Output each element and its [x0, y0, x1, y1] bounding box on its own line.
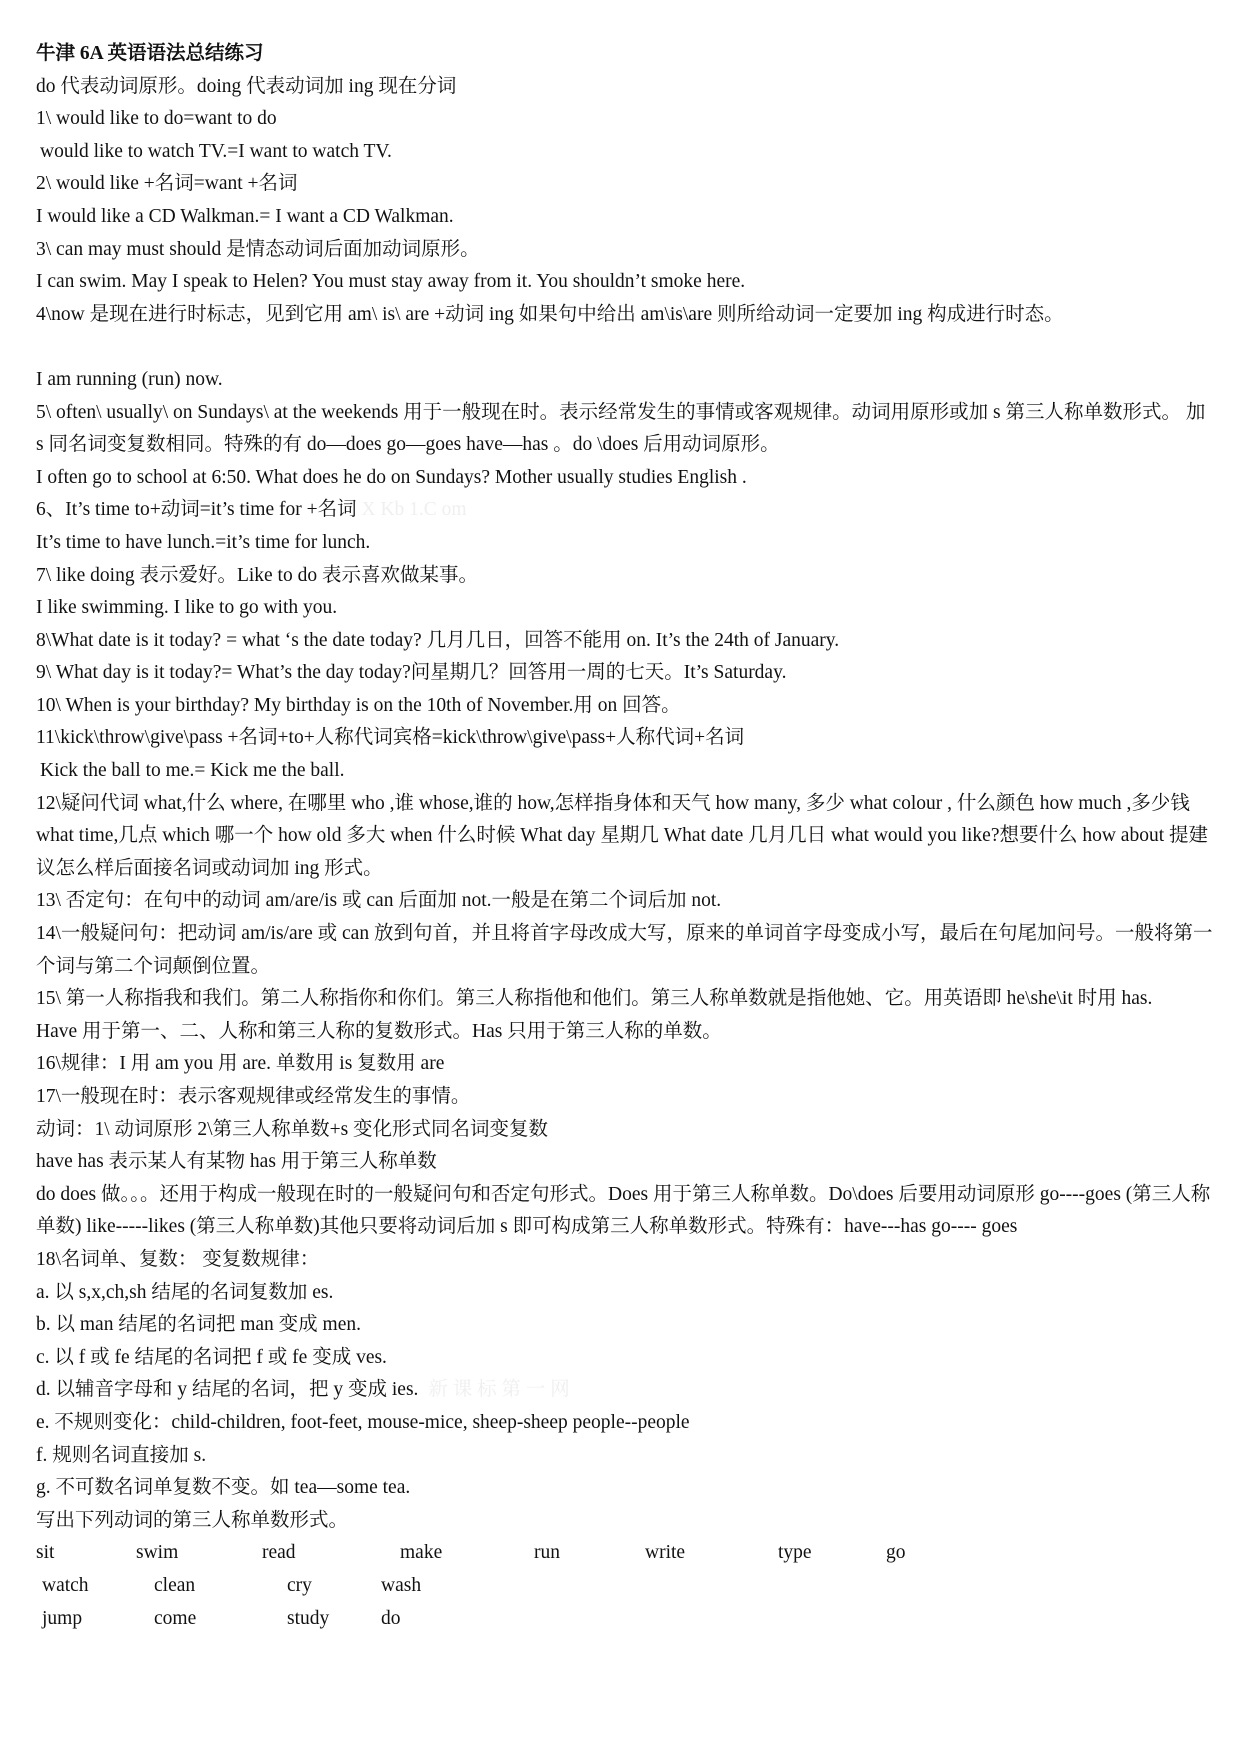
list-item: f. 规则名词直接加 s. — [36, 1444, 207, 1466]
document-title: 牛津 6A 英语语法总结练习 — [36, 43, 264, 64]
exercise-word: cry — [287, 1574, 312, 1596]
text-line: do 代表动词原形。doing 代表动词加 ing 现在分词 — [36, 75, 457, 97]
text-line: would like to watch TV.=I want to watch TV. — [40, 140, 392, 162]
exercise-word: watch — [42, 1574, 89, 1596]
text-line: 11\kick\throw\give\pass +名词+to+人称代词宾格=kick\throw\give\pass+人称代词+名词 — [36, 727, 745, 749]
document-body — [36, 38, 1216, 1635]
text-line: I often go to school at 6:50. What does he do on Sundays? Mother usually studies English . — [36, 466, 747, 488]
list-item: e. 不规则变化：child-children, foot-feet, mouse-mice, sheep-sheep people--people — [36, 1411, 690, 1433]
text-line: 10\ When is your birthday? My birthday is on the 10th of November.用 on 回答。 — [36, 694, 681, 716]
text-line: I can swim. May I speak to Helen? You must stay away from it. You shouldn’t smoke here. — [36, 271, 746, 293]
list-item — [36, 1374, 1216, 1407]
text-line: 17\一般现在时：表示客观规律或经常发生的事情。 — [36, 1086, 471, 1107]
text-paragraph: 12\疑问代词 what,什么 where, 在哪里 who ,谁 whose,谁的 how,怎样指身体和天气 how many, 多少 what colour , 什么颜色 how much ,多少钱 what time,几点 which 哪一个 how old 多大 when 什么时候 What day 星期几 What date 几月几日 what would you like?想要什么 how about 提建议怎么样后面接名词或动词加 ing 形式。 — [36, 792, 1208, 879]
exercise-word: study — [287, 1607, 330, 1629]
exercise-word: type — [778, 1542, 812, 1564]
list-item: b. 以 man 结尾的名词把 man 变成 men. — [36, 1314, 361, 1336]
text-line: 18\名词单、复数： 变复数规律： — [36, 1248, 320, 1270]
text-line: I am running (run) now. — [36, 368, 223, 390]
blank-line — [36, 331, 1216, 364]
text-line — [36, 494, 1216, 527]
list-item: g. 不可数名词单复数不变。如 tea—some tea. — [36, 1477, 411, 1499]
watermark-text: X Kb 1.C om — [361, 499, 467, 521]
exercise-word: read — [262, 1542, 296, 1564]
text-paragraph: do does 做。。。还用于构成一般现在时的一般疑问句和否定句形式。Does 用于第三人称单数。Do\does 后要用动词原形 go----goes (第三人称单数) like-----likes (第三人称单数)其他只要将动词后加 s 即可构成第三人称单数形式。特殊有：have---has go---- goes — [36, 1183, 1211, 1238]
text-line: Kick the ball to me.= Kick me the ball. — [40, 760, 345, 782]
list-item: c. 以 f 或 fe 结尾的名词把 f 或 fe 变成 ves. — [36, 1346, 387, 1368]
text-span: 6、It’s time to+动词=it’s time for +名词 — [36, 499, 357, 521]
exercise-word: go — [886, 1542, 906, 1564]
text-line: 1\ would like to do=want to do — [36, 108, 277, 130]
list-item: a. 以 s,x,ch,sh 结尾的名词复数加 es. — [36, 1281, 334, 1303]
text-line: 动词：1\ 动词原形 2\第三人称单数+s 变化形式同名词变复数 — [36, 1118, 549, 1140]
watermark-text: 新 课 标 第 一 网 — [428, 1379, 570, 1401]
exercise-word: write — [645, 1542, 686, 1564]
text-paragraph: 5\ often\ usually\ on Sundays\ at the weekends 用于一般现在时。表示经常发生的事情或客观规律。动词用原形或加 s 第三人称单数形式。 加 s 同名词变复数相同。特殊的有 do—does go—goes have—has 。do \does 后用动词原形。 — [36, 401, 1206, 456]
text-line: 2\ would like +名词=want +名词 — [36, 173, 298, 195]
exercise-word: swim — [136, 1542, 179, 1564]
text-line: have has 表示某人有某物 has 用于第三人称单数 — [36, 1151, 437, 1173]
text-line: 13\ 否定句：在句中的动词 am/are/is 或 can 后面加 not.一般是在第二个词后加 not. — [36, 890, 722, 912]
exercise-word: run — [534, 1542, 560, 1564]
exercise-word: wash — [381, 1574, 422, 1596]
text-line: I would like a CD Walkman.= I want a CD Walkman. — [36, 205, 454, 227]
text-line: 16\规律：I 用 am you 用 are. 单数用 is 复数用 are — [36, 1053, 445, 1075]
exercise-word: clean — [154, 1574, 196, 1596]
exercise-row — [36, 1537, 1216, 1570]
text-line: 9\ What day is it today?= What’s the day today?问星期几？回答用一周的七天。It’s Saturday. — [36, 662, 787, 684]
exercise-word: come — [154, 1607, 197, 1629]
exercise-heading: 写出下列动词的第三人称单数形式。 — [36, 1509, 349, 1531]
text-paragraph: 14\一般疑问句：把动词 am/is/are 或 can 放到句首，并且将首字母改成大写，原来的单词首字母变成小写，最后在句尾加问号。一般将第一个词与第二个词颠倒位置。 — [36, 923, 1213, 977]
exercise-row — [36, 1603, 1216, 1636]
exercise-word: do — [381, 1607, 401, 1629]
text-paragraph: 15\ 第一人称指我和我们。第二人称指你和你们。第三人称指他和他们。第三人称单数就是指他她、它。用英语即 he\she\it 时用 has. — [36, 988, 1153, 1010]
text-line: 7\ like doing 表示爱好。Like to do 表示喜欢做某事。 — [36, 564, 478, 586]
exercise-word: jump — [42, 1607, 83, 1629]
text-line: It’s time to have lunch.=it’s time for lunch. — [36, 531, 371, 553]
text-line: 3\ can may must should 是情态动词后面加动词原形。 — [36, 238, 480, 260]
exercise-word: make — [400, 1542, 443, 1564]
text-line: 4\now 是现在进行时标志，见到它用 am\ is\ are +动词 ing 如果句中给出 am\is\are 则所给动词一定要加 ing 构成进行时态。 — [36, 303, 1064, 325]
text-line: I like swimming. I like to go with you. — [36, 597, 338, 619]
exercise-row — [36, 1570, 1216, 1603]
text-line: Have 用于第一、二、人称和第三人称的复数形式。Has 只用于第三人称的单数。 — [36, 1020, 722, 1042]
text-line: 8\What date is it today? = what ‘s the date today? 几月几日，回答不能用 on. It’s the 24th of January. — [36, 629, 840, 651]
text-span: d. 以辅音字母和 y 结尾的名词，把 y 变成 ies. — [36, 1379, 419, 1401]
exercise-word: sit — [36, 1542, 55, 1564]
